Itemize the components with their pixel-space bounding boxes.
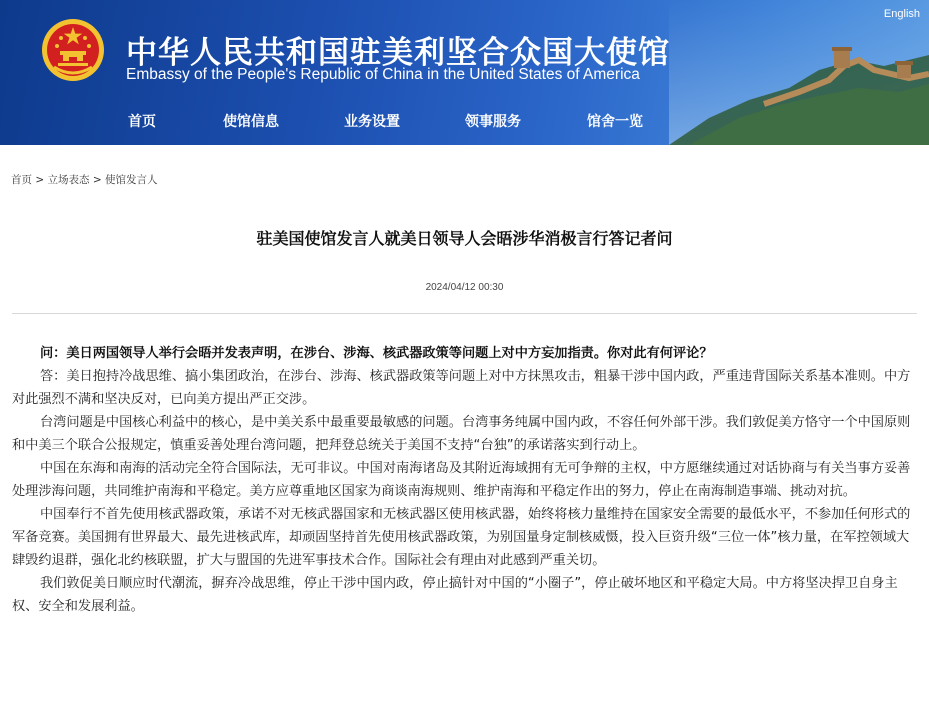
breadcrumb xyxy=(11,172,158,187)
nav-item-home[interactable]: 首页 xyxy=(128,114,156,130)
article-date: 2024/04/12 00:30 xyxy=(425,282,504,293)
national-emblem-icon xyxy=(40,17,106,83)
body-paragraph: 中国奉行不首先使用核武器政策，承诺不对无核武器国家和无核武器区使用核武器，始终将核力量维持在国家安全需要的最低水平，不参加任何形式的军备竞赛。美国拥有世界最大、最先进核武库，却顽固坚持首先使用核武器政策，为别国量身定制核威慑，投入巨资升级“三位一体”核力量，在军控领域大肆毁约退群，强化北约核联盟，扩大与盟国的先进军事技术合作。国际社会有理由对此感到严重关切。 xyxy=(12,507,911,568)
body-paragraph: 我们敦促美日顺应时代潮流，摒弃冷战思维，停止干涉中国内政，停止搞针对中国的“小圈子”，停止破坏地区和平稳定大局。中方将坚决捍卫自身主权、安全和发展利益。 xyxy=(12,576,898,614)
breadcrumb-separator: > xyxy=(92,174,102,186)
divider xyxy=(12,313,917,314)
english-link[interactable]: English xyxy=(883,8,920,20)
answer-paragraph: 答：美日抱持冷战思维、搞小集团政治，在涉台、涉海、核武器政策等问题上对中方抹黑攻击，粗暴干涉中国内政，严重违背国际关系基本准则。中方对此强烈不满和坚决反对，已向美方提出严正交涉。 xyxy=(12,369,911,407)
site-title-cn: 中华人民共和国驻美利坚合众国大使馆 xyxy=(126,35,670,71)
question-paragraph: 问：美日两国领导人举行会晤并发表声明，在涉台、涉海、核武器政策等问题上对中方妄加指责。你对此有何评论？ xyxy=(40,346,713,361)
nav-item-consular[interactable]: 领事服务 xyxy=(465,114,521,130)
nav-item-embassy-info[interactable]: 使馆信息 xyxy=(223,114,279,130)
header-banner xyxy=(0,0,929,145)
nav-item-services[interactable]: 业务设置 xyxy=(344,114,400,130)
breadcrumb-spokesperson[interactable]: 使馆发言人 xyxy=(105,174,158,186)
body-paragraph: 台湾问题是中国核心利益中的核心，是中美关系中最重要最敏感的问题。台湾事务纯属中国内政，不容任何外部干涉。我们敦促美方恪守一个中国原则和中美三个联合公报规定，慎重妥善处理台湾问题，把拜登总统关于美国不支持“台独”的承诺落实到行动上。 xyxy=(12,415,911,453)
nav-item-premises[interactable]: 馆舍一览 xyxy=(587,114,643,130)
site-title-en: Embassy of the People's Republic of China in the United States of America xyxy=(126,66,640,83)
body-paragraph: 中国在东海和南海的活动完全符合国际法，无可非议。中国对南海诸岛及其附近海域拥有无可争辩的主权，中方愿继续通过对话协商与有关当事方妥善处理涉海问题，共同维护南海和平稳定。美方应尊重地区国家为商谈南海规则、维护南海和平稳定作出的努力，停止在南海制造事端、挑动对抗。 xyxy=(12,461,911,499)
article-body xyxy=(12,342,917,618)
main-nav xyxy=(0,111,929,133)
breadcrumb-home[interactable]: 首页 xyxy=(11,174,32,186)
breadcrumb-positions[interactable]: 立场表态 xyxy=(47,174,90,186)
breadcrumb-separator: > xyxy=(35,174,45,186)
article-title: 驻美国使馆发言人就美日领导人会晤涉华消极言行答记者问 xyxy=(256,229,673,248)
